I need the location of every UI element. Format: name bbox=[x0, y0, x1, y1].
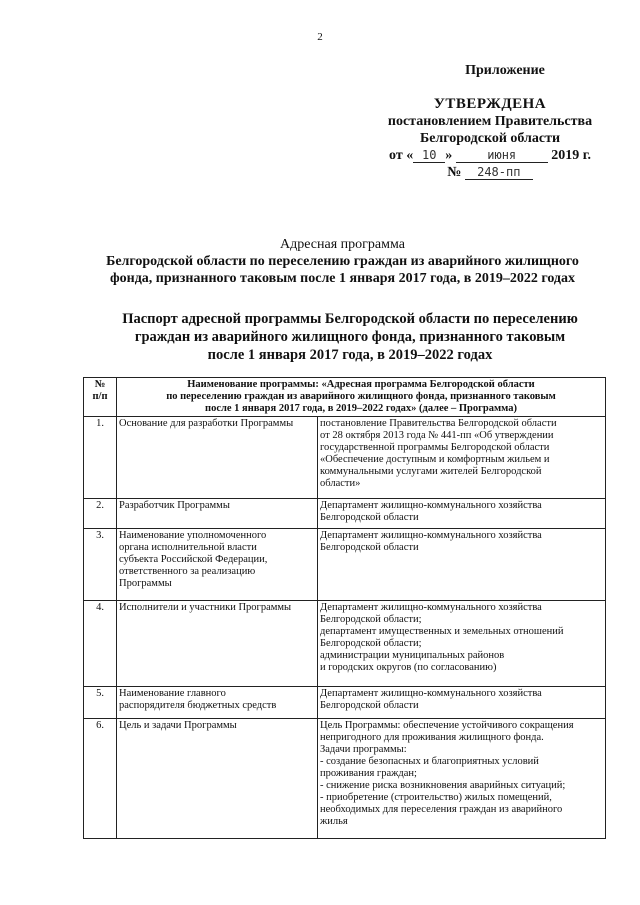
header-number-cell: № п/п bbox=[84, 378, 117, 417]
table-row bbox=[84, 601, 606, 687]
passport-title-line-3: после 1 января 2017 года, в 2019–2022 годах bbox=[207, 347, 493, 363]
row-value: постановление Правительства Белгородской области от 28 октября 2013 года № 441-пп «Об утверждении государственной программы Белгородской области «Обеспечение доступным и комфортным жильем и коммунальными услугами жителей Белгородской области» bbox=[318, 417, 606, 499]
row-number: 4. bbox=[84, 601, 117, 687]
row-name: Разработчик Программы bbox=[117, 499, 318, 529]
passport-title bbox=[100, 310, 600, 364]
table-row bbox=[84, 687, 606, 719]
row-value: Департамент жилищно-коммунального хозяйства Белгородской области; департамент имущественных и земельных отношений Белгородской области; администрации муниципальных районов и городских округов (по согласованию) bbox=[318, 601, 606, 687]
approval-number bbox=[360, 164, 620, 181]
date-year: 2019 г. bbox=[551, 148, 591, 163]
approved-heading: УТВЕРЖДЕНА bbox=[433, 96, 547, 112]
approval-line-2: Белгородской области bbox=[419, 131, 561, 146]
date-prefix: от « bbox=[389, 148, 414, 163]
row-value: Департамент жилищно-коммунального хозяйства Белгородской области bbox=[318, 529, 606, 601]
row-number: 3. bbox=[84, 529, 117, 601]
row-name: Наименование уполномоченного органа исполнительной власти субъекта Российской Федерации, ответственного за реализацию Программы bbox=[117, 529, 318, 601]
number-value: 248-пп bbox=[465, 166, 533, 180]
table-row bbox=[84, 499, 606, 529]
table-row bbox=[84, 529, 606, 601]
row-value: Департамент жилищно-коммунального хозяйства Белгородской области bbox=[318, 687, 606, 719]
number-prefix: № bbox=[447, 165, 462, 180]
row-value: Цель Программы: обеспечение устойчивого сокращения непригодного для проживания жилищного фонда. Задачи программы: - создание безопасных и благоприятных условий проживания граждан; - снижение риска возникновения аварийных ситуаций; - приобретение (строительство) жилых помещений, необходимых для переселения граждан из аварийного жилья bbox=[318, 719, 606, 839]
appendix-label: Приложение bbox=[465, 63, 545, 78]
date-day: 10 bbox=[413, 149, 445, 163]
passport-title-line-1: Паспорт адресной программы Белгородской области по переселению bbox=[122, 311, 578, 327]
program-title-line-3: фонда, признанного таковым после 1 января 2017 года, в 2019–2022 годах bbox=[109, 271, 576, 286]
row-name: Наименование главного распорядителя бюджетных средств bbox=[117, 687, 318, 719]
date-mid: » bbox=[445, 148, 453, 163]
table-row bbox=[84, 719, 606, 839]
passport-title-line-2: граждан из аварийного жилищного фонда, признанного таковым bbox=[134, 329, 566, 345]
passport-table bbox=[83, 377, 606, 839]
row-name: Цель и задачи Программы bbox=[117, 719, 318, 839]
program-title-line-2: Белгородской области по переселению граждан из аварийного жилищного bbox=[106, 254, 579, 269]
approval-date bbox=[360, 147, 620, 164]
page-number: 2 bbox=[317, 31, 323, 43]
row-name: Основание для разработки Программы bbox=[117, 417, 318, 499]
program-title-line-1: Адресная программа bbox=[280, 237, 405, 252]
date-month: июня bbox=[456, 149, 548, 163]
row-number: 5. bbox=[84, 687, 117, 719]
row-value: Департамент жилищно-коммунального хозяйства Белгородской области bbox=[318, 499, 606, 529]
program-title bbox=[70, 236, 615, 287]
approval-line-1: постановлением Правительства bbox=[387, 114, 593, 129]
row-number: 6. bbox=[84, 719, 117, 839]
row-number: 1. bbox=[84, 417, 117, 499]
row-number: 2. bbox=[84, 499, 117, 529]
table-row bbox=[84, 417, 606, 499]
header-title-cell: Наименование программы: «Адресная программа Белгородской области по переселению граждан из аварийного жилищного фонда, признанного таковым после 1 января 2017 года, в 2019–2022 годах» (далее – Программа) bbox=[117, 378, 606, 417]
row-name: Исполнители и участники Программы bbox=[117, 601, 318, 687]
approval-block bbox=[360, 62, 620, 181]
table-header-row bbox=[84, 378, 606, 417]
